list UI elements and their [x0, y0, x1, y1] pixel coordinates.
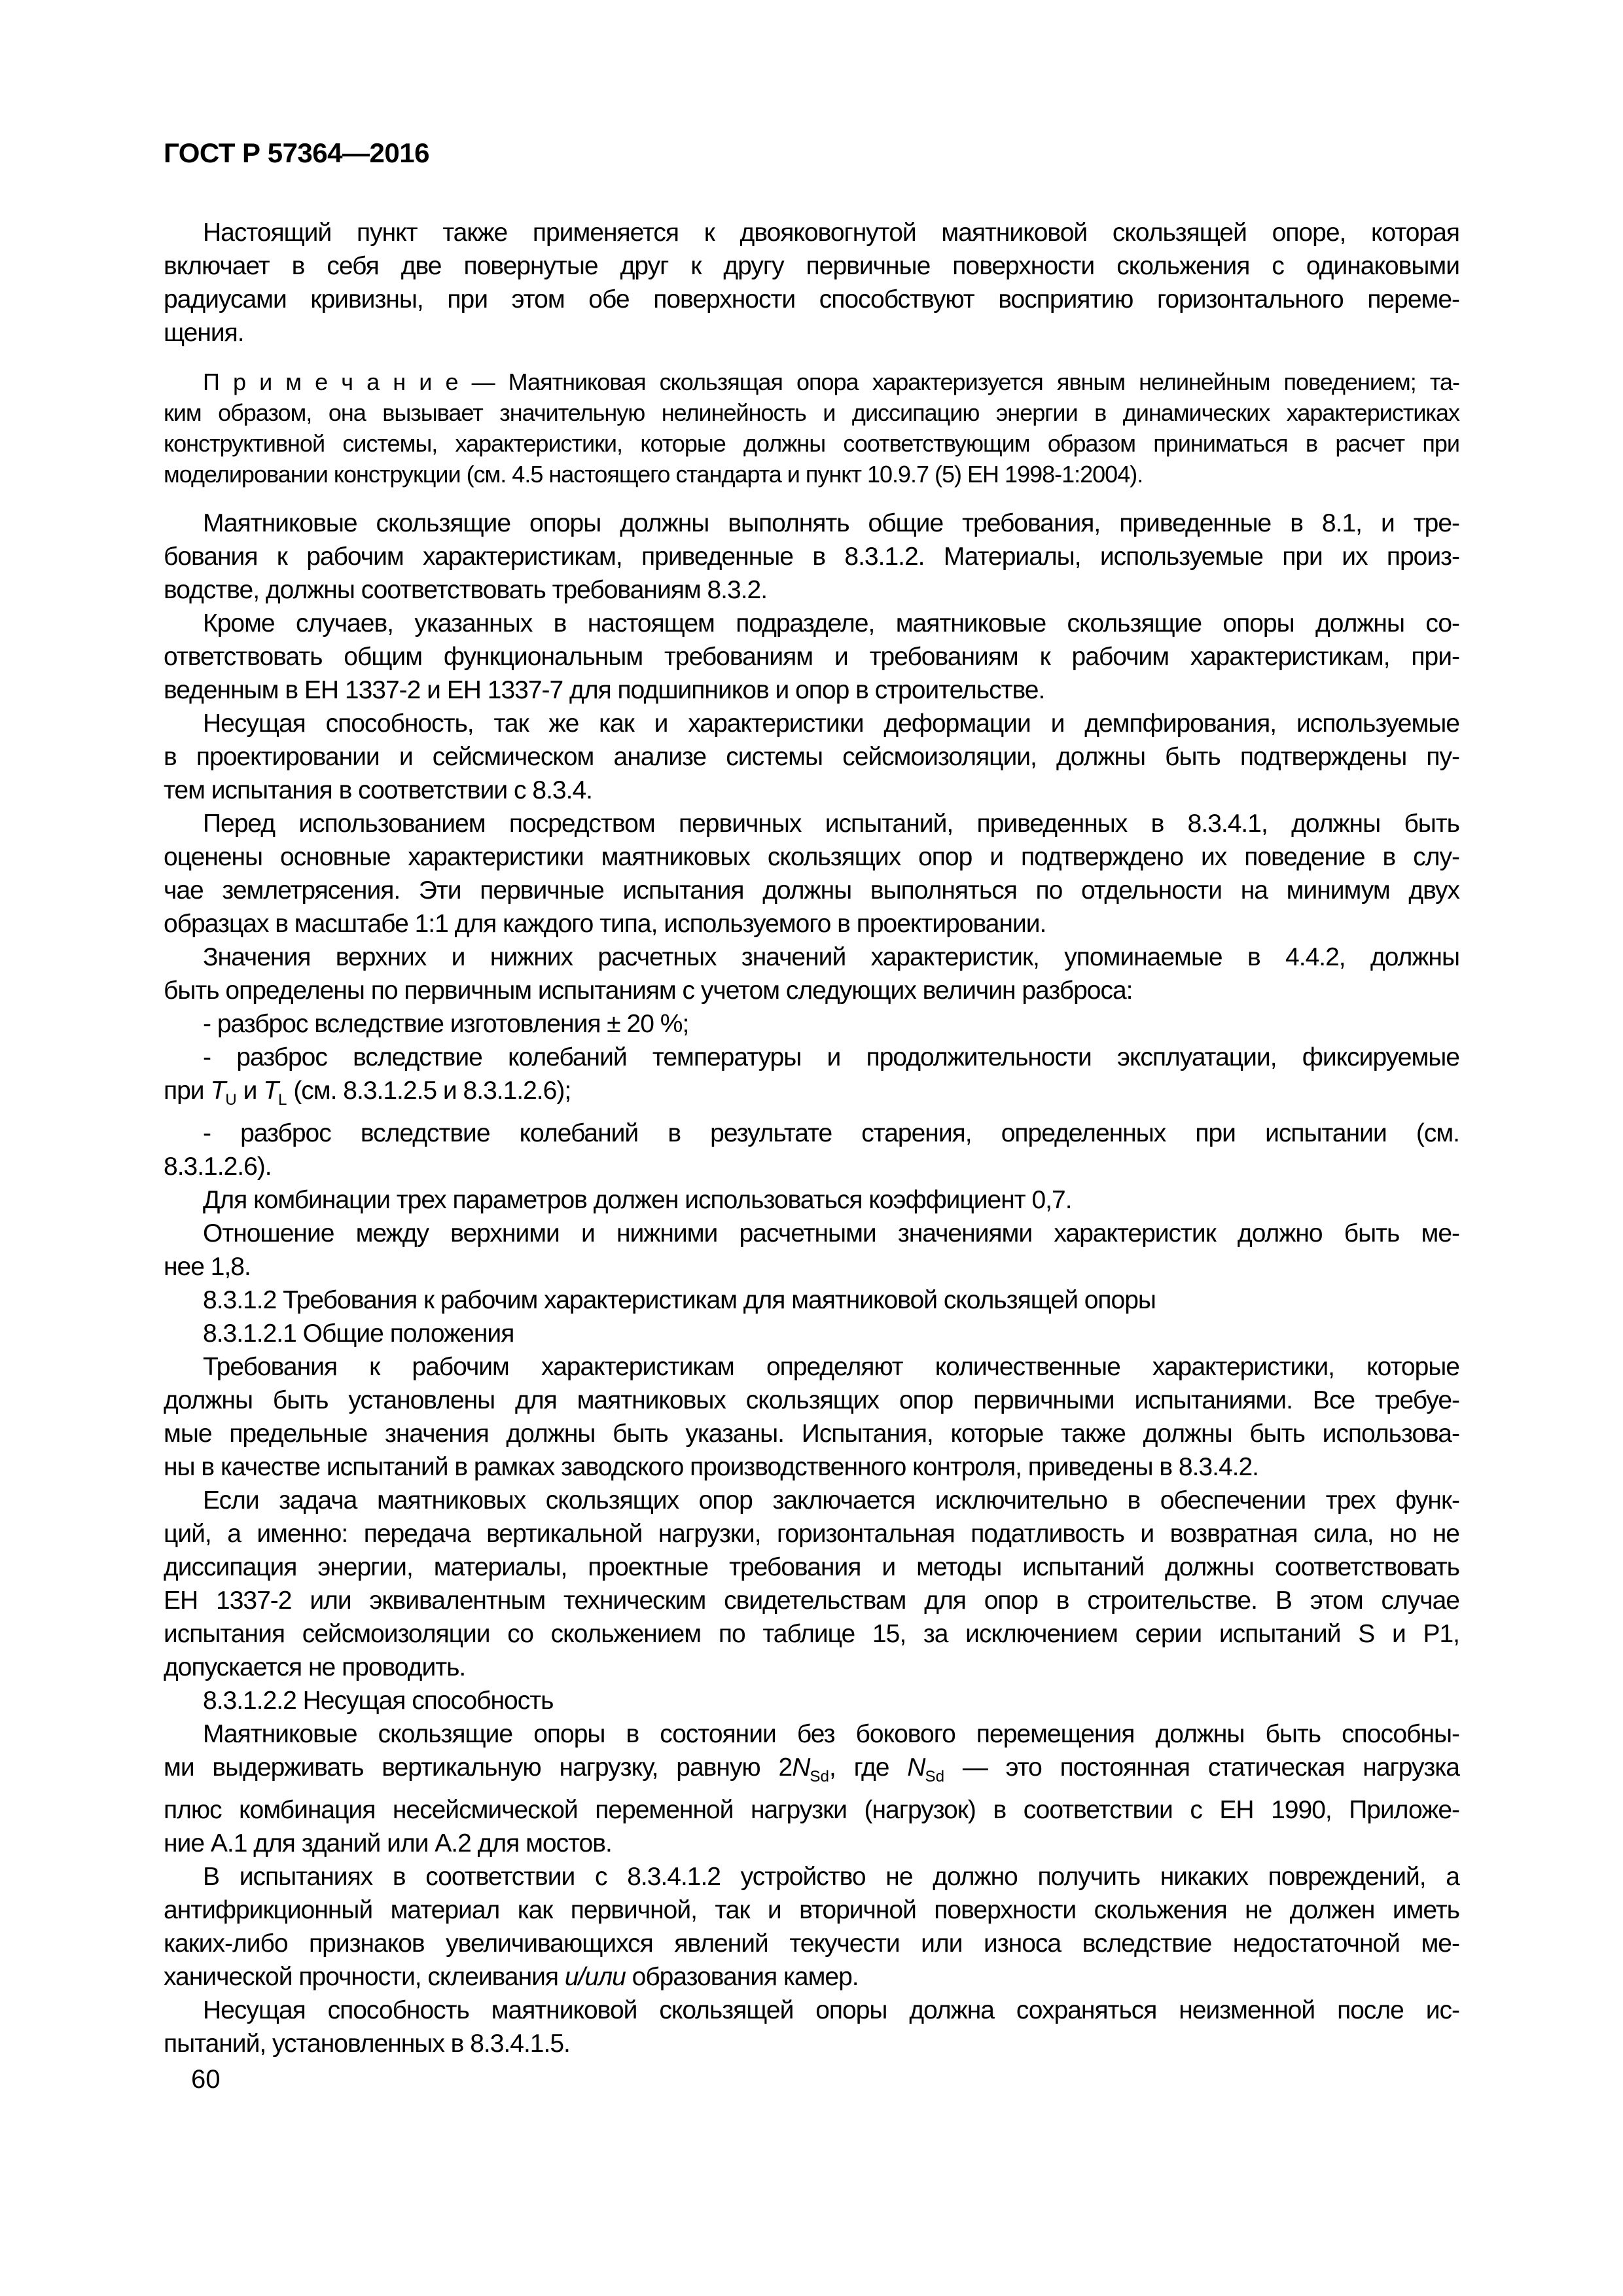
text-line: [164, 1994, 1459, 2027]
text-line: [164, 607, 1459, 640]
text-line: [164, 1517, 1459, 1551]
text-segment: Несущая способность, так же как и характеристики деформации и демпфирования, используемые: [203, 709, 1459, 738]
text-line: [164, 1827, 1459, 1860]
text-line: [164, 974, 1459, 1007]
text-segment: Маятниковые скользящие опоры в состоянии без бокового перемещения должны быть способны-: [203, 1719, 1459, 1748]
paragraph: [164, 807, 1459, 941]
text-line: [164, 367, 1459, 397]
text-line: [164, 1584, 1459, 1617]
content: [164, 216, 1459, 2060]
text-segment: L: [278, 1090, 287, 1109]
paragraph: [164, 1217, 1459, 1283]
text-segment: антифрикционный материал как первичной, так и вторичной поверхности скольжения не должен иметь: [164, 1895, 1459, 1924]
paragraph: [164, 1994, 1459, 2060]
text-segment: N: [907, 1753, 925, 1782]
text-line: [164, 459, 1459, 490]
text-segment: Настоящий пункт также применяется к двояковогнутой маятниковой скользящей опоре, которая: [203, 219, 1459, 247]
text-segment: Кроме случаев, указанных в настоящем подразделе, маятниковые скользящие опоры должны со-: [203, 609, 1459, 637]
text-line: [164, 1860, 1459, 1893]
text-line: [164, 1150, 1459, 1183]
text-segment: Несущая способность маятниковой скользящей опоры должна сохраняться неизменной после ис-: [203, 1996, 1459, 2024]
text-line: [164, 1041, 1459, 1074]
list-item: [164, 1041, 1459, 1117]
text-segment: 8.3.1.2.2 Несущая способность: [203, 1686, 554, 1715]
text-line: [164, 707, 1459, 740]
text-segment: 8.3.1.2.1 Общие положения: [203, 1319, 514, 1348]
text-line: [164, 1007, 1459, 1041]
text-segment: Sd: [925, 1767, 945, 1785]
text-segment: испытания сейсмоизоляции со скольжением по таблице 15, за исключением серии испытаний S и Р1,: [164, 1619, 1459, 1648]
text-line: [164, 249, 1459, 283]
text-line: [164, 1651, 1459, 1684]
text-segment: ций, а именно: передача вертикальной нагрузки, горизонтальная податливость и возвратная сила, но не: [164, 1519, 1459, 1548]
text-line: [164, 673, 1459, 707]
paragraph: [164, 1860, 1459, 1994]
text-segment: - разброс вследствие колебаний температуры и продолжительности эксплуатации, фиксируемые: [203, 1043, 1459, 1071]
text-segment: конструктивной системы, характеристики, которые должны соответствующим образом приниматься в расчет при: [164, 430, 1459, 457]
text-line: [164, 1250, 1459, 1283]
text-segment: U: [225, 1090, 237, 1109]
text-line: [164, 1927, 1459, 1960]
text-segment: Значения верхних и нижних расчетных значений характеристик, упоминаемые в 4.4.2, должны: [203, 943, 1459, 971]
text-segment: ние А.1 для зданий или А.2 для мостов.: [164, 1829, 612, 1857]
text-segment: Маятниковые скользящие опоры должны выполнять общие требования, приведенные в 8.1, и тре-: [203, 509, 1459, 537]
text-segment: В испытаниях в соответствии с 8.3.4.1.2 устройство не должно получить никаких повреждений, а: [203, 1862, 1459, 1891]
text-segment: Если задача маятниковых скользящих опор заключается исключительно в обеспечении трех функ-: [203, 1486, 1459, 1515]
text-segment: должны быть установлены для маятниковых скользящих опор первичными испытаниями. Все требуе-: [164, 1386, 1459, 1414]
text-segment: включает в себя две повернутые друг к другу первичные поверхности скольжения с одинаковыми: [164, 252, 1459, 280]
list-item: [164, 1007, 1459, 1041]
text-segment: щения.: [164, 319, 244, 347]
text-segment: ханической прочности, склеивания: [164, 1962, 565, 1991]
text-segment: ны в качестве испытаний в рамках заводского производственного контроля, приведены в 8.3.4.2.: [164, 1452, 1258, 1481]
text-segment: ким образом, она вызывает значительную нелинейность и диссипацию энергии в динамических характеристиках: [164, 399, 1459, 426]
doc-header: ГОСТ Р 57364—2016: [164, 137, 429, 168]
text-segment: нее 1,8.: [164, 1252, 251, 1281]
text-line: [164, 874, 1459, 907]
text-segment: ответствовать общим функциональным требованиям и требованиям к рабочим характеристикам, при-: [164, 643, 1459, 671]
text-line: [164, 1751, 1459, 1793]
text-line: [164, 1183, 1459, 1217]
text-segment: диссипация энергии, материалы, проектные требования и методы испытаний должны соответствовать: [164, 1552, 1459, 1581]
text-segment: допускается не проводить.: [164, 1653, 466, 1681]
text-line: [164, 1074, 1459, 1117]
text-segment: 8.3.1.2.6).: [164, 1152, 272, 1181]
text-line: [164, 1283, 1459, 1317]
text-segment: радиусами кривизны, при этом обе поверхности способствуют восприятию горизонтального переме-: [164, 285, 1459, 314]
text-line: [164, 740, 1459, 774]
text-line: [164, 1793, 1459, 1827]
text-segment: образования камер.: [625, 1962, 859, 1991]
text-line: [164, 941, 1459, 974]
note: [164, 367, 1459, 490]
paragraph: [164, 1484, 1459, 1684]
text-segment: и/или: [564, 1962, 626, 1991]
text-segment: водстве, должны соответствовать требованиям 8.3.2.: [164, 576, 768, 604]
text-segment: моделировании конструкции (см. 4.5 настоящего стандарта и пункт 10.9.7 (5) ЕН 1998-1:2004).: [164, 461, 1143, 488]
text-segment: T: [263, 1077, 279, 1105]
list-item: [164, 1117, 1459, 1183]
paragraph: [164, 707, 1459, 807]
text-segment: П р и м е ч а н и е — Маятниковая скользящая опора характеризуется явным нелинейным поведением; та-: [203, 368, 1459, 395]
text-line: [164, 1893, 1459, 1927]
heading: [164, 1317, 1459, 1350]
text-line: [164, 1217, 1459, 1250]
text-line: [164, 1617, 1459, 1651]
text-segment: и: [236, 1077, 264, 1105]
text-segment: (см. 8.3.1.2.5 и 8.3.1.2.6);: [287, 1077, 571, 1105]
text-segment: образцах в масштабе 1:1 для каждого типа, используемого в проектировании.: [164, 910, 1046, 938]
text-line: [164, 840, 1459, 874]
text-segment: Перед использованием посредством первичных испытаний, приведенных в 8.3.4.1, должны быть: [203, 810, 1459, 838]
paragraph: [164, 607, 1459, 707]
text-line: [164, 1317, 1459, 1350]
text-line: [164, 1417, 1459, 1450]
text-segment: бования к рабочим характеристикам, приведенные в 8.3.1.2. Материалы, используемые при их произ-: [164, 543, 1459, 571]
paragraph: [164, 216, 1459, 350]
text-segment: быть определены по первичным испытаниям с учетом следующих величин разброса:: [164, 977, 1133, 1005]
text-segment: T: [210, 1077, 226, 1105]
text-segment: каких-либо признаков увеличивающихся явлений текучести или износа вследствие недостаточной ме-: [164, 1929, 1459, 1958]
heading: [164, 1283, 1459, 1317]
text-segment: - разброс вследствие изготовления ± 20 %;: [203, 1010, 689, 1038]
text-line: [164, 1717, 1459, 1751]
text-line: [164, 428, 1459, 459]
text-segment: 8.3.1.2 Требования к рабочим характеристикам для маятниковой скользящей опоры: [203, 1285, 1156, 1314]
text-segment: Для комбинации трех параметров должен использоваться коэффициент 0,7.: [203, 1185, 1072, 1214]
paragraph: [164, 1183, 1459, 1217]
text-line: [164, 807, 1459, 840]
paragraph: [164, 941, 1459, 1007]
text-line: [164, 774, 1459, 807]
text-segment: тем испытания в соответствии с 8.3.4.: [164, 776, 592, 804]
text-segment: Sd: [810, 1767, 829, 1785]
text-line: [164, 907, 1459, 941]
text-line: [164, 1484, 1459, 1517]
text-line: [164, 1551, 1459, 1584]
text-segment: плюс комбинация несейсмической переменной нагрузки (нагрузок) в соответствии с ЕН 1990, Приложе-: [164, 1795, 1459, 1824]
text-line: [164, 1450, 1459, 1484]
paragraph: [164, 1717, 1459, 1860]
text-line: [164, 1960, 1459, 1994]
heading: [164, 1684, 1459, 1717]
page-number: 60: [191, 2065, 221, 2094]
text-segment: пытаний, установленных в 8.3.4.1.5.: [164, 2029, 570, 2058]
text-line: [164, 507, 1459, 540]
text-line: [164, 1684, 1459, 1717]
text-segment: ЕН 1337-2 или эквивалентным техническим свидетельствам для опор в строительстве. В этом случае: [164, 1586, 1459, 1615]
text-line: [164, 640, 1459, 673]
text-segment: - разброс вследствие колебаний в результате старения, определенных при испытании (см.: [203, 1119, 1459, 1147]
text-line: [164, 397, 1459, 428]
text-segment: в проектировании и сейсмическом анализе системы сейсмоизоляции, должны быть подтверждены пу-: [164, 743, 1459, 771]
text-segment: мые предельные значения должны быть указаны. Испытания, которые также должны быть использова-: [164, 1419, 1459, 1448]
text-line: [164, 216, 1459, 249]
text-line: [164, 573, 1459, 607]
text-segment: при: [164, 1077, 211, 1105]
text-segment: , где: [829, 1753, 908, 1782]
text-line: [164, 2027, 1459, 2060]
text-segment: чае землетрясения. Эти первичные испытания должны выполняться по отдельности на минимум двух: [164, 876, 1459, 905]
text-segment: веденным в ЕН 1337-2 и ЕН 1337-7 для подшипников и опор в строительстве.: [164, 676, 1045, 704]
text-line: [164, 316, 1459, 350]
text-line: [164, 540, 1459, 573]
text-segment: Требования к рабочим характеристикам определяют количественные характеристики, которые: [203, 1352, 1459, 1381]
text-segment: — это постоянная статическая нагрузка: [944, 1753, 1459, 1782]
text-segment: N: [792, 1753, 810, 1782]
text-line: [164, 1384, 1459, 1417]
text-segment: ми выдерживать вертикальную нагрузку, равную 2: [164, 1753, 793, 1782]
paragraph: [164, 1350, 1459, 1484]
text-line: [164, 1117, 1459, 1150]
text-segment: Отношение между верхними и нижними расчетными значениями характеристик должно быть ме-: [203, 1219, 1459, 1247]
paragraph: [164, 507, 1459, 607]
text-line: [164, 283, 1459, 316]
text-line: [164, 1350, 1459, 1384]
text-segment: оценены основные характеристики маятниковых скользящих опор и подтверждено их поведение в слу-: [164, 843, 1459, 871]
